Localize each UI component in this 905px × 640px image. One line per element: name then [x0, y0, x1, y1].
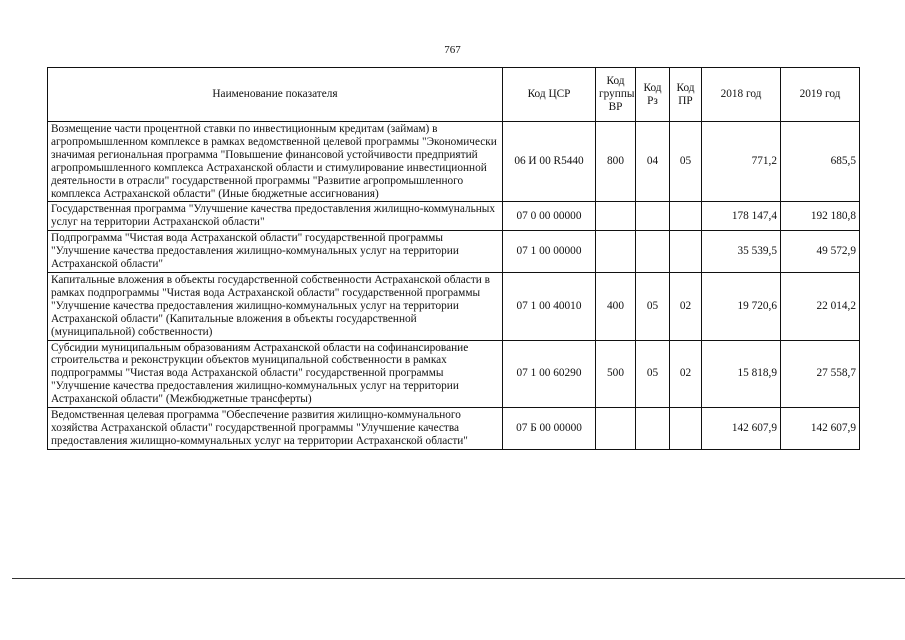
row-rz [636, 202, 670, 231]
table-row [48, 231, 860, 273]
table-header [48, 68, 860, 122]
row-name: Подпрограмма "Чистая вода Астраханской области" государственной программы "Улучшение качества предоставления жилищно-коммунальных услуг на территории Астраханской области" [48, 231, 503, 273]
row-2018: 178 147,4 [702, 202, 781, 231]
row-vr: 800 [596, 122, 636, 202]
row-csr: 07 Б 00 00000 [503, 408, 596, 450]
row-rz: 04 [636, 122, 670, 202]
header-2018: 2018 год [702, 68, 781, 122]
row-name: Субсидии муниципальным образованиям Астраханской области на софинансирование строительства и реконструкции объектов муниципальной собственности в рамках подпрограммы "Чистая вода Астраханской области" государственной программы "Улучшение качества предоставления жилищно-коммунальных услуг на территории Астраханской области" (Межбюджетные трансферты) [48, 340, 503, 408]
row-2019: 22 014,2 [781, 272, 860, 340]
row-2019: 49 572,9 [781, 231, 860, 273]
table-body [48, 122, 860, 450]
row-rz: 05 [636, 340, 670, 408]
row-vr: 400 [596, 272, 636, 340]
row-vr: 500 [596, 340, 636, 408]
bottom-rule [12, 578, 905, 579]
header-2019: 2019 год [781, 68, 860, 122]
row-rz: 05 [636, 272, 670, 340]
row-2019: 685,5 [781, 122, 860, 202]
header-row [48, 68, 860, 122]
page-number: 767 [444, 44, 461, 56]
row-name: Возмещение части процентной ставки по инвестиционным кредитам (займам) в агропромышленном комплексе в рамках ведомственной целевой программы "Экономически значимая региональная программа "Повышение финансовой устойчивости предприятий агропромышленного комплекса Астраханской области и стимулирование инвестиционной деятельности в отрасли" государственной программы "Развитие агропромышленного комплекса Астраханской области" (Иные бюджетные ассигнования) [48, 122, 503, 202]
row-rz [636, 231, 670, 273]
header-rz: Код Рз [636, 68, 670, 122]
row-2019: 142 607,9 [781, 408, 860, 450]
row-pr: 02 [670, 272, 702, 340]
row-vr [596, 202, 636, 231]
row-vr [596, 231, 636, 273]
table-row [48, 122, 860, 202]
row-csr: 07 0 00 00000 [503, 202, 596, 231]
table-row [48, 408, 860, 450]
row-csr: 07 1 00 00000 [503, 231, 596, 273]
row-2019: 27 558,7 [781, 340, 860, 408]
row-rz [636, 408, 670, 450]
header-csr: Код ЦСР [503, 68, 596, 122]
row-name: Государственная программа "Улучшение качества предоставления жилищно-коммунальных услуг на территории Астраханской области" [48, 202, 503, 231]
row-name: Капитальные вложения в объекты государственной собственности Астраханской области в рамках подпрограммы "Чистая вода Астраханской области" государственной программы "Улучшение качества предоставления жилищно-коммунальных услуг на территории Астраханской области" (Капитальные вложения в объекты государственной (муниципальной) собственности) [48, 272, 503, 340]
table-row [48, 340, 860, 408]
table-row [48, 202, 860, 231]
row-2018: 15 818,9 [702, 340, 781, 408]
row-2018: 142 607,9 [702, 408, 781, 450]
row-name: Ведомственная целевая программа "Обеспечение развития жилищно-коммунального хозяйства Астраханской области" государственной программы "Улучшение качества предоставления жилищно-коммунальных услуг на территории Астраханской области" [48, 408, 503, 450]
row-2018: 19 720,6 [702, 272, 781, 340]
row-pr [670, 408, 702, 450]
budget-table [47, 67, 860, 450]
row-csr: 06 И 00 R5440 [503, 122, 596, 202]
row-csr: 07 1 00 40010 [503, 272, 596, 340]
row-vr [596, 408, 636, 450]
row-2019: 192 180,8 [781, 202, 860, 231]
table-row [48, 272, 860, 340]
header-pr: Код ПР [670, 68, 702, 122]
row-pr [670, 231, 702, 273]
header-vr: Код группы ВР [596, 68, 636, 122]
row-pr: 05 [670, 122, 702, 202]
row-csr: 07 1 00 60290 [503, 340, 596, 408]
row-pr: 02 [670, 340, 702, 408]
header-name: Наименование показателя [48, 68, 503, 122]
row-2018: 35 539,5 [702, 231, 781, 273]
row-pr [670, 202, 702, 231]
row-2018: 771,2 [702, 122, 781, 202]
